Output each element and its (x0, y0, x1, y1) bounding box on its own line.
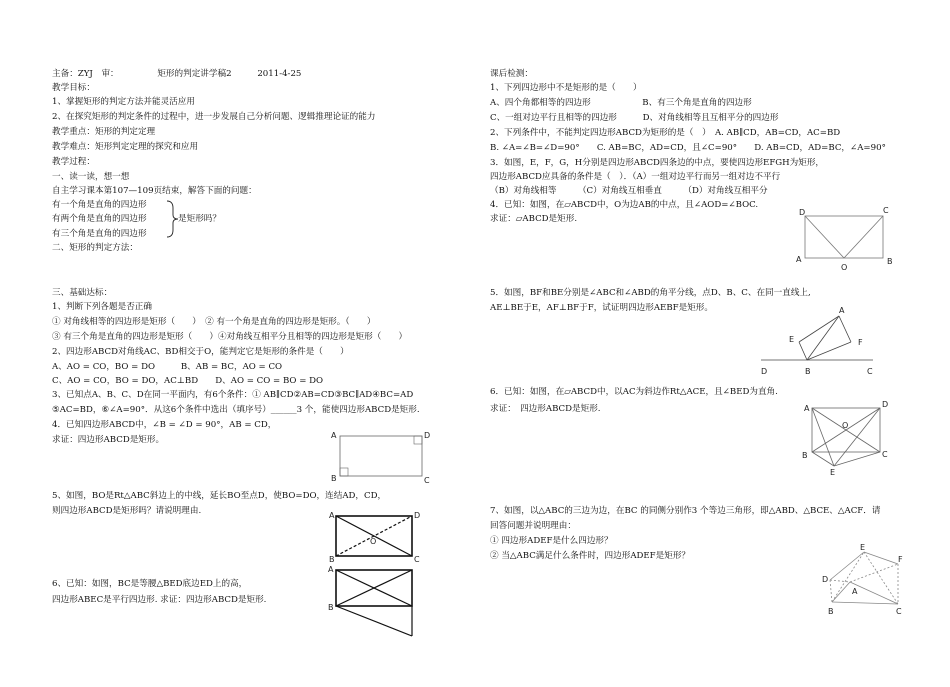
label-e: E (830, 468, 836, 476)
question-b: 有两个角是直角的四边形 (52, 214, 147, 224)
check-q1: 1、下列四边形中不是矩形的是（ ） (490, 83, 642, 93)
label-c: C (414, 555, 420, 564)
header-line: 主备：ZYJ 审： 矩形的判定讲学稿2 2011-4-25 (52, 69, 302, 79)
label-f: F (858, 338, 863, 347)
basics-q4-prove: 求证：四边形ABCD是矩形。 (52, 435, 165, 445)
basics-q6-line-1: 6、已知：如图，BC是等腰△BED底边ED上的高， (52, 579, 248, 589)
self-study: 自主学习课本第107—109页结束，解答下面的问题： (52, 186, 257, 196)
label-a: A (328, 565, 334, 574)
basics-q2: 2、四边形ABCD对角线AC、BD相交于O，能判定它是矩形的条件是（ ） (52, 347, 349, 357)
check-q7-sub-1: ① 四边形ADEF是什么四边形？ (490, 536, 613, 546)
label-o: O (370, 537, 377, 546)
figure-rt-triangle-median (326, 510, 422, 564)
label-d: D (761, 367, 768, 376)
question-c: 有三个角是直角的四边形 (52, 229, 147, 239)
check-q2: 2、下列条件中，不能判定四边形ABCD为矩形的是（ ） A. AB∥CD，AB=CD，AC=BD (490, 128, 841, 138)
label-a: A (804, 404, 810, 413)
after-class-title: 课后检测： (490, 69, 533, 79)
question-a: 有一个角是直角的四边形 (52, 200, 147, 210)
check-q7-sub-2: ② 当△ABC满足什么条件时，四边形ADEF是矩形？ (490, 551, 691, 561)
figure-abcd-rt-ace (800, 398, 892, 476)
label-b: B (805, 367, 811, 376)
figure-parallelogram-abec (326, 562, 422, 644)
basics-q3-line-2: ⑤AC=BD，⑥∠A=90°．从这6个条件中选出（填序号）______3 个，能使四边形ABCD是矩形. (52, 405, 420, 415)
label-c: C (883, 206, 889, 215)
figure-angle-bisectors (755, 304, 880, 378)
label-b: B (828, 607, 834, 616)
basics-q1-items-2: ③ 有三个角是直角的四边形是矩形（ ）④对角线互相平分且相等的四边形是矩形（ ） (52, 332, 408, 342)
check-q1-options-ab: A、四个角都相等的四边形 B、有三个角是直角的四边形 (490, 98, 752, 108)
basics-q1: 1、判断下列各题是否正确 (52, 302, 152, 312)
check-q6-prove: 求证： 四边形ABCD是矩形. (490, 404, 601, 414)
label-c: C (882, 450, 888, 459)
label-d: D (424, 431, 431, 440)
basics-q2-options-cd: C、AO = CO，BO = DO，AC⊥BD D、AO = CO = BO = DO (52, 376, 324, 386)
figure-rectangle-abcd (326, 428, 436, 488)
question-suffix: 是矩形吗？ (178, 214, 221, 224)
check-q3-line-2: 四边形ABCD应具备的条件是（ ）．（A）一组对边平行而另一组对边不平行 (490, 172, 781, 182)
check-q2-options: B. ∠A=∠B=∠D=90° C. AB=BC，AD=CD，且∠C=90° D. AB=CD，AD=BC，∠A=90° (490, 143, 886, 153)
basics-q1-items-1: ① 对角线相等的四边形是矩形（ ） ② 有一个角是直角的四边形是矩形。（ ） (52, 317, 376, 327)
label-b: B (329, 555, 335, 564)
label-a: A (796, 255, 802, 264)
objective-1: 1、掌握矩形的判定方法并能灵活应用 (52, 97, 195, 107)
basics-q5-line-2: 则四边形ABCD是矩形吗？请说明理由. (52, 506, 202, 516)
basics-q6-line-2: 四边形ABEC是平行四边形. 求证：四边形ABCD是矩形. (52, 595, 267, 605)
check-q3-line-3: （B）对角线相等 （C）对角线互相垂直 （D）对角线互相平分 (490, 186, 768, 196)
label-d: D (822, 575, 829, 584)
check-q4-prove: 求证：▱ABCD是矩形. (490, 214, 578, 224)
check-q4: 4．已知：如图，在▱ABCD中，O为边AB的中点，且∠AOD=∠BOC. (490, 200, 759, 210)
label-f: F (898, 555, 903, 564)
label-a: A (329, 511, 335, 520)
label-d: D (882, 400, 889, 409)
basics-q4: 4．已知四边形ABCD中，∠B = ∠D = 90°，AB = CD， (52, 420, 277, 430)
label-d: D (799, 208, 806, 217)
label-b: B (328, 603, 334, 612)
label-c: C (424, 476, 430, 485)
process-title: 教学过程： (52, 157, 95, 167)
basics-q3-line-1: 3、已知点A、B、C、D在同一平面内，有6个条件：① AB∥CD②AB=CD③BC∥AD④BC=AD (52, 390, 414, 400)
check-q7-line-2: 回答问题并说明理由： (490, 521, 576, 531)
label-d: D (414, 511, 421, 520)
basics-q5-line-1: 5、如图，BO是Rt△ABC斜边上的中线，延长BO至点D，使BO=DO，连结AD，CD， (52, 491, 387, 501)
check-q7-line-1: 7、如图，以△ABC的三边为边，在BC 的同侧分别作3 个等边三角形，即△ABD、△BCE、△ACF．请 (490, 506, 881, 516)
label-o: O (841, 263, 848, 272)
label-b: B (802, 451, 808, 460)
label-b: B (887, 257, 893, 266)
label-a: A (331, 431, 337, 440)
key-point: 教学重点：矩形的判定定理 (52, 127, 156, 137)
check-q3-line-1: 3．如图，E，F，G，H分别是四边形ABCD四条边的中点，要使四边形EFGH为矩形， (490, 158, 825, 168)
label-a: A (852, 587, 858, 596)
check-q5-line-2: AE⊥BE于E，AF⊥BF于F，试证明四边形AEBF是矩形。 (490, 303, 713, 313)
label-e: E (860, 543, 866, 552)
label-b: B (331, 474, 337, 483)
label-c: C (896, 607, 902, 616)
label-e: E (789, 335, 795, 344)
objectives-title: 教学目标： (52, 83, 95, 93)
label-c: C (867, 367, 873, 376)
figure-abcd-midpoint-o (795, 204, 895, 274)
check-q6: 6．已知：如图，在▱ABCD中，以AC为斜边作Rt△ACE，且∠BED为直角. (490, 387, 778, 397)
objective-2: 2、在探究矩形的判定条件的过程中，进一步发展自己分析问题、逻辑推理论证的能力 (52, 112, 376, 122)
figure-equilateral-triangles (818, 542, 908, 618)
label-a: A (839, 306, 845, 315)
label-o: O (842, 421, 849, 430)
difficulty: 教学难点：矩形判定定理的探究和应用 (52, 142, 199, 152)
basics-title: 三、基础达标： (52, 288, 113, 298)
basics-q2-options-ab: A、AO = CO，BO = DO B、AB = BC，AO = CO (52, 362, 283, 372)
check-q5-line-1: 5．如图，BF和BE分别是∠ABC和∠ABD的角平分线，点D、B、C、在同一直线上, (490, 288, 811, 298)
step-1: 一、读一读，想一想 (52, 172, 130, 182)
check-q1-options-cd: C、一组对边平行且相等的四边形 D、对角线相等且互相平分的四边形 (490, 113, 779, 123)
step-2: 二、矩形的判定方法： (52, 243, 138, 253)
